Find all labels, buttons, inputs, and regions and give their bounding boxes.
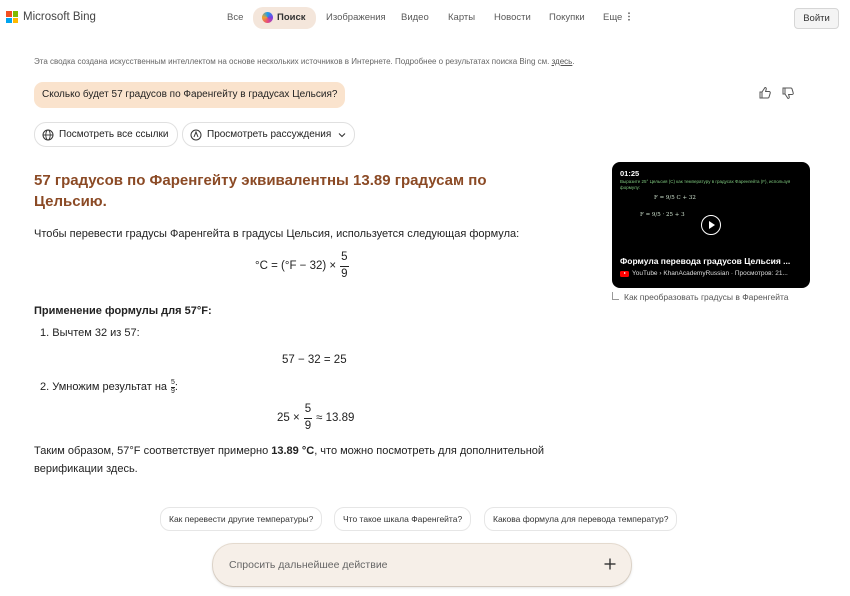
nav-all[interactable]: Все: [227, 12, 244, 23]
disclaimer-link[interactable]: здесь: [551, 57, 573, 66]
formula-fraction: [340, 252, 348, 280]
top-nav: [0, 7, 850, 31]
formula-left: °C = (°F − 32) ×: [255, 260, 337, 272]
user-query: Сколько будет 57 градусов по Фаренгейту в градусах Цельсия?: [34, 82, 345, 108]
nav-more[interactable]: [603, 7, 631, 29]
step-2-text: 2. Умножим результат на: [40, 381, 168, 393]
plus-icon[interactable]: [603, 557, 617, 571]
vertical-dots-icon: [627, 12, 631, 21]
step-2-numerator: 5: [171, 379, 175, 386]
answer-intro: Чтобы перевести градусы Фаренгейта в градусы Цельсия, используется следующая формула:: [34, 228, 520, 240]
nav-news[interactable]: Новости: [494, 12, 531, 23]
globe-icon: [42, 129, 54, 141]
thumbs-up-icon[interactable]: [758, 86, 772, 100]
video-caption-text: Как преобразовать градусы в Фаренгейта: [624, 292, 789, 302]
step-2-math-numerator: 5: [304, 404, 312, 419]
brand-name: Microsoft Bing: [23, 11, 96, 23]
nav-more-label: Еще: [603, 12, 623, 23]
view-sources-label: Посмотреть все ссылки: [59, 129, 169, 140]
play-icon[interactable]: [701, 215, 721, 235]
step-2-tail: :: [174, 381, 178, 393]
ask-input[interactable]: Спросить дальнейшее действие: [229, 559, 388, 571]
conclusion-line-1: [34, 445, 544, 457]
video-duration: 01:25: [620, 169, 640, 178]
conclusion-line-2: верификации здесь.: [34, 463, 138, 475]
conversion-formula: [255, 252, 349, 280]
signin-button[interactable]: Войти: [794, 8, 839, 29]
video-caption[interactable]: [612, 292, 788, 302]
ai-disclaimer: [34, 57, 575, 66]
nav-search-label: Поиск: [277, 12, 306, 23]
nav-search[interactable]: [253, 7, 316, 29]
corner-arrow-icon: [612, 292, 619, 300]
video-card[interactable]: [612, 162, 810, 288]
step-2: [40, 379, 178, 395]
suggestion-2[interactable]: Что такое шкала Фаренгейта?: [334, 507, 471, 531]
nav-shopping[interactable]: Покупки: [549, 12, 585, 23]
apply-title: Применение формулы для 57°F:: [34, 305, 212, 317]
chevron-down-icon: [338, 132, 346, 138]
view-reasoning-button[interactable]: [182, 122, 355, 147]
step-1-math: 57 − 32 = 25: [282, 354, 347, 366]
video-scribble-1: F = 9/5 C + 32: [654, 195, 696, 201]
step-2-denominator: 9: [171, 388, 175, 395]
suggestion-3[interactable]: Какова формула для перевода температур?: [484, 507, 677, 531]
disclaimer-text: Эта сводка создана искусственным интеллектом на основе нескольких источников в Интернете. Подробнее о результатах поиска Bing см.: [34, 57, 552, 66]
youtube-icon: [620, 271, 629, 277]
conclusion-b: , что можно посмотреть для дополнительной: [314, 445, 545, 457]
conclusion-a: Таким образом, 57°F соответствует примерно: [34, 445, 272, 457]
video-source: [620, 270, 808, 277]
video-scribble-2: F = 9/5 · 25 + 3: [640, 212, 685, 218]
step-2-math-right: ≈ 13.89: [316, 412, 355, 424]
answer-heading: 57 градусов по Фаренгейту эквивалентны 13.89 градусам по Цельсию.: [34, 172, 487, 210]
view-reasoning-label: Просмотреть рассуждения: [207, 129, 332, 140]
suggestion-1[interactable]: Как перевести другие температуры?: [160, 507, 322, 531]
view-sources-button[interactable]: [34, 122, 178, 147]
step-2-math-fraction: [304, 404, 312, 432]
step-2-math-denominator: 9: [304, 419, 312, 432]
step-2-math: [277, 404, 354, 432]
formula-numerator: 5: [340, 252, 348, 267]
thumbs-down-icon[interactable]: [781, 86, 795, 100]
formula-denominator: 9: [341, 267, 348, 280]
copilot-icon: [262, 12, 273, 23]
reasoning-icon: [190, 129, 202, 141]
disclaimer-tail: .: [572, 57, 575, 66]
video-source-text: YouTube › KhanAcademyRussian · Просмотров: 21...: [632, 270, 788, 277]
step-2-math-left: 25 ×: [277, 412, 300, 424]
conclusion-value: 13.89 °C: [271, 445, 315, 457]
video-title: Формула перевода градусов Цельсия ...: [620, 256, 791, 266]
nav-maps[interactable]: Карты: [448, 12, 476, 23]
step-1: 1. Вычтем 32 из 57:: [40, 327, 140, 339]
ask-box[interactable]: [213, 544, 631, 586]
video-subtitle: Выразите 25° Цельсия (С) как температуру в градусах Фаренгейта (F), используя формулу:: [620, 179, 791, 190]
nav-videos[interactable]: Видео: [401, 12, 429, 23]
nav-images[interactable]: Изображения: [326, 12, 386, 23]
